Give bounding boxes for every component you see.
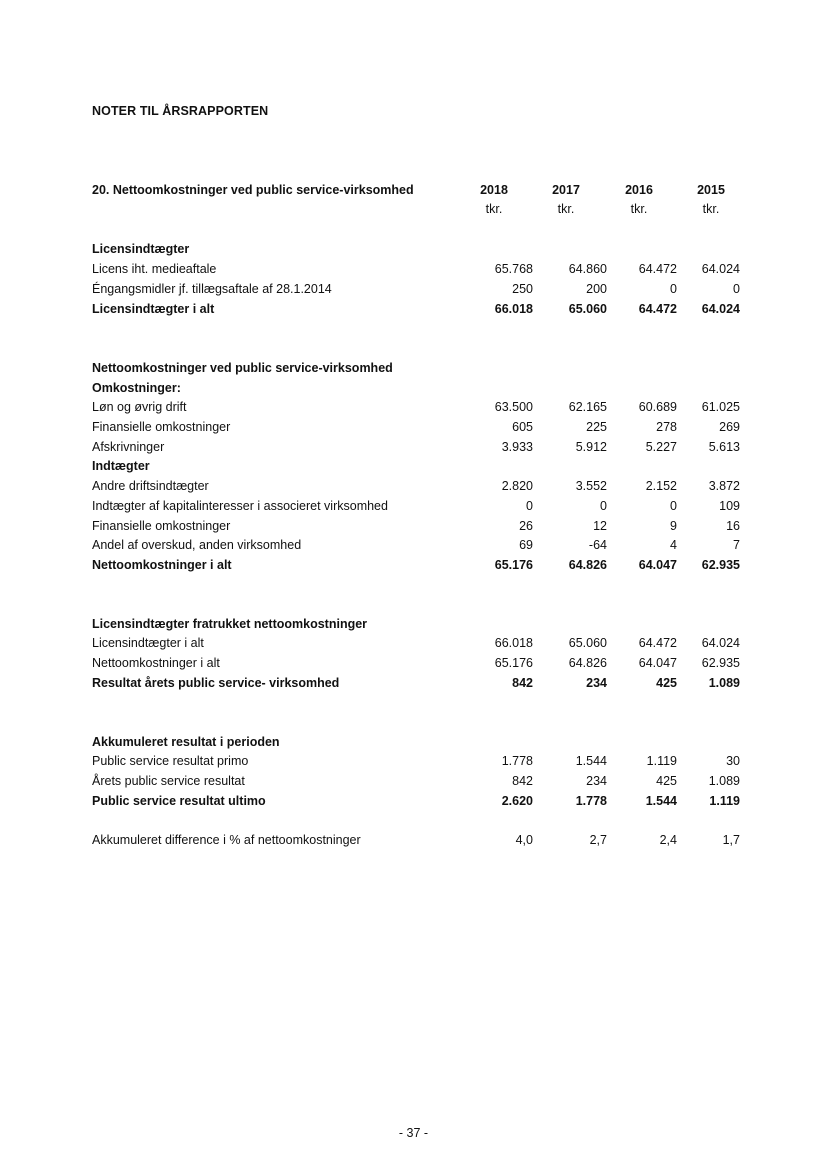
cell-2015: 64.024 [701,302,740,316]
cell-2018: 65.176 [494,656,533,670]
cell-2015: 1.089 [708,774,740,788]
cell-2016: 64.472 [638,636,677,650]
cell-2018: 65.176 [494,558,533,572]
cell-2015: 269 [719,420,740,434]
section-header [92,614,752,634]
cell-2017: 65.060 [568,302,607,316]
cell-2015: 30 [726,754,740,768]
cell-2015: 5.613 [708,440,740,454]
cell-2018: 69 [519,538,533,552]
page-number: - 37 - [398,1126,429,1140]
cell-2016: 0 [670,499,677,513]
cell-2016: 9 [670,519,677,533]
row-label: Licensindtægter i alt [92,636,204,650]
cell-2015: 16 [726,519,740,533]
cell-2016: 64.047 [638,656,677,670]
section-header-label: Nettoomkostninger ved public service-virksomhed [92,361,393,375]
row-label: Finansielle omkostninger [92,519,231,533]
cell-2017: 5.912 [575,440,607,454]
cell-2017: 65.060 [568,636,607,650]
cell-2017: 1.778 [575,794,607,808]
cell-2017: 3.552 [575,479,607,493]
row-label: Afskrivninger [92,440,165,454]
cell-2016: 64.047 [638,558,677,572]
cell-2015: 62.935 [701,558,740,572]
table-row [92,417,752,437]
table-row [92,535,752,555]
total-row [92,673,752,693]
subsection-header [92,378,752,398]
cell-2018: 66.018 [494,636,533,650]
cell-2018: 63.500 [494,400,533,414]
unit-label: tkr. [485,202,503,216]
row-label: Akkumuleret difference i % af nettoomkostninger [92,833,361,847]
row-label: Licens iht. medieaftale [92,262,217,276]
cell-2016: 425 [656,676,677,690]
cell-2015: 0 [733,282,740,296]
cell-2018: 605 [512,420,533,434]
cell-2015: 62.935 [701,656,740,670]
year-header: 2015 [697,183,725,197]
row-label: Public service resultat primo [92,754,249,768]
cell-2016: 278 [656,420,677,434]
cell-2016: 2.152 [645,479,677,493]
cell-2018: 250 [512,282,533,296]
cell-2017: 64.860 [568,262,607,276]
cell-2017: 64.826 [568,656,607,670]
cell-2017: 0 [600,499,607,513]
cell-2017: 64.826 [568,558,607,572]
total-row [92,791,752,811]
row-label: Licensindtægter i alt [92,302,215,316]
cell-2018: 26 [519,519,533,533]
table-row [92,653,752,673]
section-header [92,732,752,752]
year-header: 2016 [625,183,653,197]
cell-2015: 64.024 [701,262,740,276]
cell-2017: 12 [593,519,607,533]
cell-2018: 2.620 [501,794,533,808]
note-header-row [92,180,752,220]
year-header: 2018 [480,183,508,197]
cell-2015: 1,7 [722,833,740,847]
cell-2015: 7 [733,538,740,552]
cell-2018: 1.778 [501,754,533,768]
cell-2018: 0 [526,499,533,513]
total-row [92,299,752,319]
table-row [92,437,752,457]
cell-2016: 1.544 [645,794,677,808]
table-row [92,496,752,516]
section-header [92,358,752,378]
cell-2018: 842 [512,774,533,788]
cell-2016: 5.227 [645,440,677,454]
cell-2018: 842 [512,676,533,690]
total-row [92,555,752,575]
table-row [92,397,752,417]
table-row [92,516,752,536]
section-header [92,239,752,259]
cell-2015: 64.024 [701,636,740,650]
note-title: 20. Nettoomkostninger ved public service-virksomhed [92,183,414,197]
cell-2017: 234 [586,676,607,690]
cell-2017: 200 [586,282,607,296]
subsection-header [92,456,752,476]
cell-2015: 3.872 [708,479,740,493]
table-row [92,476,752,496]
row-label: Resultat årets public service- virksomhed [92,676,340,690]
table-row [92,771,752,791]
cell-2016: 0 [670,282,677,296]
cell-2018: 2.820 [501,479,533,493]
difference-row [92,830,752,850]
subsection-header-label: Omkostninger: [92,381,181,395]
cell-2015: 1.119 [709,794,740,808]
table-row [92,633,752,653]
cell-2016: 60.689 [638,400,677,414]
cell-2017: 62.165 [568,400,607,414]
row-label: Public service resultat ultimo [92,794,266,808]
section-header-label: Akkumuleret resultat i perioden [92,735,280,749]
cell-2018: 65.768 [494,262,533,276]
row-label: Nettoomkostninger i alt [92,656,220,670]
cell-2015: 61.025 [701,400,740,414]
section-header-label: Licensindtægter fratrukket nettoomkostninger [92,617,368,631]
cell-2017: -64 [588,538,607,552]
cell-2016: 2,4 [659,833,677,847]
unit-label: tkr. [557,202,575,216]
cell-2015: 109 [719,499,740,513]
cell-2016: 4 [670,538,677,552]
row-label: Andel af overskud, anden virksomhed [92,538,302,552]
unit-label: tkr. [702,202,720,216]
cell-2017: 234 [586,774,607,788]
cell-2018: 3.933 [501,440,533,454]
table-row [92,259,752,279]
cell-2018: 66.018 [494,302,533,316]
table-row [92,751,752,771]
year-header: 2017 [552,183,580,197]
cell-2016: 64.472 [638,302,677,316]
cell-2017: 2,7 [589,833,607,847]
cell-2016: 425 [656,774,677,788]
row-label: Indtægter af kapitalinteresser i associeret virksomhed [92,499,388,513]
row-label: Andre driftsindtægter [92,479,209,493]
unit-label: tkr. [630,202,648,216]
row-label: Nettoomkostninger i alt [92,558,232,572]
cell-2017: 225 [586,420,607,434]
table-row [92,279,752,299]
page-heading: NOTER TIL ÅRSRAPPORTEN [92,104,269,118]
cell-2016: 1.119 [646,754,677,768]
subsection-header-label: Indtægter [92,459,150,473]
row-label: Finansielle omkostninger [92,420,231,434]
section-header-label: Licensindtægter [92,242,190,256]
row-label: Årets public service resultat [92,774,245,788]
cell-2015: 1.089 [708,676,740,690]
row-label: Éngangsmidler jf. tillægsaftale af 28.1.2014 [92,282,332,296]
row-label: Løn og øvrig drift [92,400,187,414]
cell-2016: 64.472 [638,262,677,276]
cell-2017: 1.544 [575,754,607,768]
cell-2018: 4,0 [515,833,533,847]
